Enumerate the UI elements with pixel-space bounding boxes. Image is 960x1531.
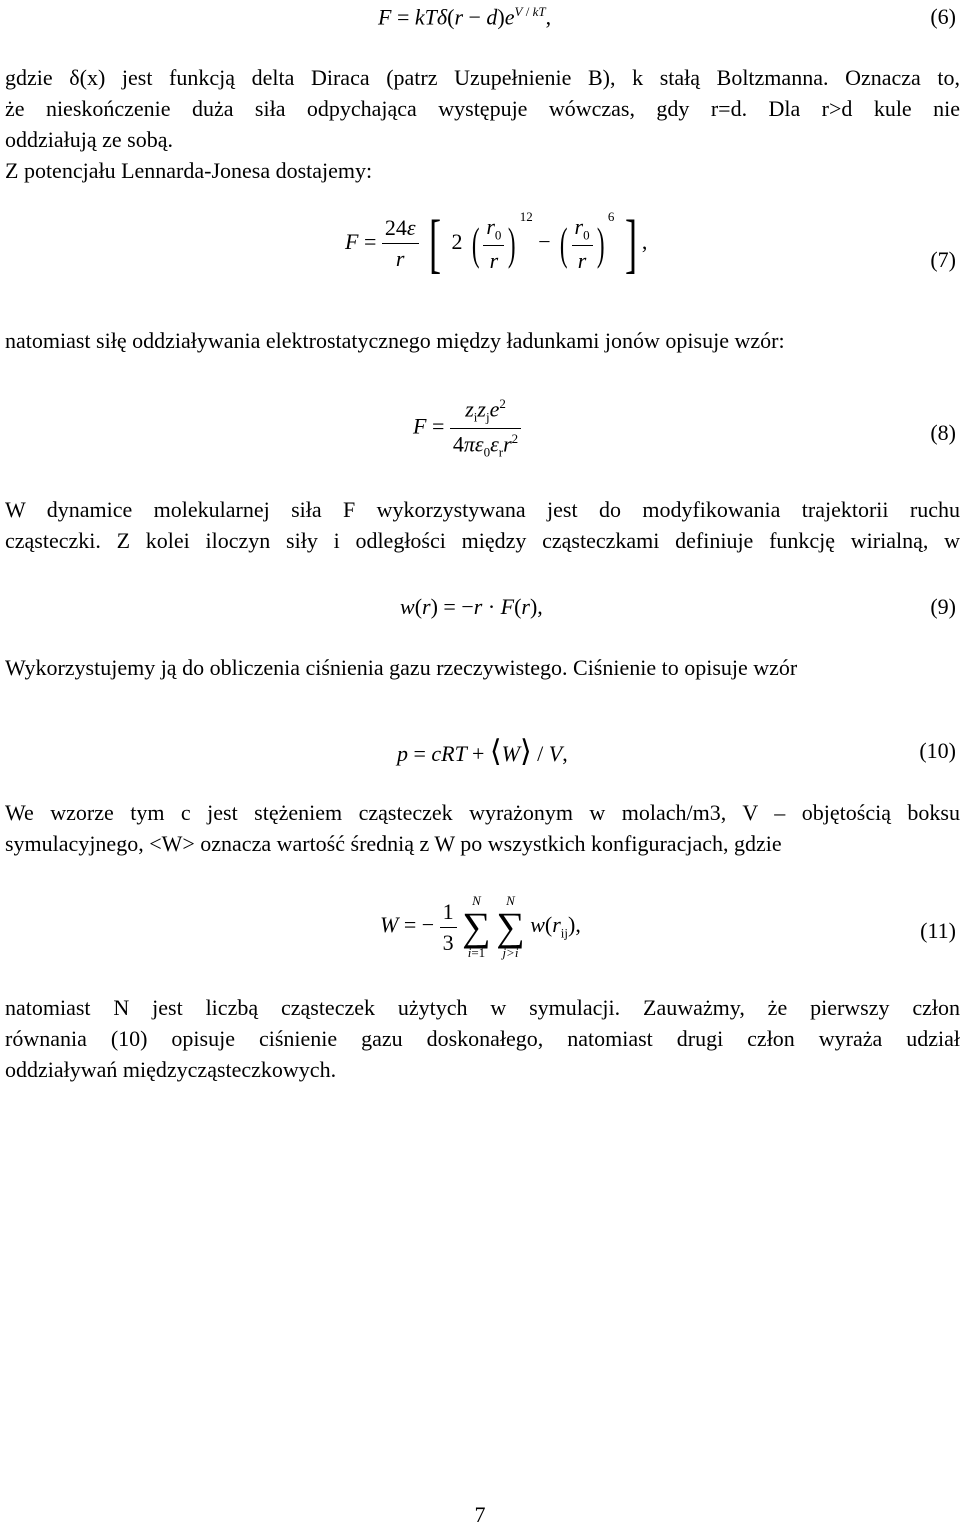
equation-8 <box>0 392 960 472</box>
equation-7-number: (7) <box>930 247 956 272</box>
paragraph-3-line-2: cząsteczki. Z kolei iloczyn siły i odległości między cząsteczkami definiuje funkcję wirialną, w <box>5 528 960 553</box>
paragraph-4-line-1: Wykorzystujemy ją do obliczenia ciśnienia gazu rzeczywistego. Ciśnienie to opisuje wzór <box>5 655 798 680</box>
page-number: 7 <box>474 1502 486 1527</box>
equation-8-number: (8) <box>930 420 956 445</box>
paragraph-1 <box>5 62 960 186</box>
paragraph-5-line-1: We wzorze tym c jest stężeniem cząsteczek wyrażonym w molach/m3, V – objętością boksu <box>5 800 960 825</box>
equation-7-formula: F = $\frac{24\varepsilon}{r}$ [ 2 ( $\frac{r_0}{r}$ )$^{12}$ − ( $\frac{r_0}{r}$ )$^6$ ] , <box>345 206 648 280</box>
paragraph-1-line-4: Z potencjału Lennarda-Jonesa dostajemy: <box>5 158 373 183</box>
paragraph-3-line-1: W dynamice molekularnej siła F wykorzystywana jest do modyfikowania trajektorii ruchu <box>5 497 960 522</box>
paragraph-5 <box>5 797 960 859</box>
equation-10-formula: p = cRT + ⟨W⟩ / V, <box>397 735 568 768</box>
paragraph-1-line-3: oddziałują ze sobą. <box>5 127 173 152</box>
paragraph-6-line-3: oddziaływań międzycząsteczkowych. <box>5 1057 337 1082</box>
paragraph-5-line-2: symulacyjnego, <W> oznacza wartość średnią z W po wszystkich konfiguracjach, gdzie <box>5 831 782 856</box>
paragraph-6-line-1: natomiast N jest liczbą cząsteczek użytych w symulacji. Zauważmy, że pierwszy człon <box>5 995 960 1020</box>
equation-9-formula: w(r) = −r · F(r), <box>400 594 543 619</box>
equation-7 <box>0 205 960 305</box>
paragraph-1-line-2: że nieskończenie duża siła odpychająca występuje wówczas, gdy r=d. Dla r>d kule nie <box>5 96 960 121</box>
equation-11 <box>0 892 960 972</box>
equation-9 <box>0 590 960 630</box>
equation-11-number: (11) <box>920 918 956 943</box>
equation-6-formula: $F = kT\delta(r - d)e^{V / kT}$, <box>378 4 552 30</box>
equation-6 <box>0 0 960 36</box>
equation-9-number: (9) <box>930 594 956 619</box>
paragraph-2-line-1: natomiast siłę oddziaływania elektrostatycznego między ładunkami jonów opisuje wzór: <box>5 328 785 353</box>
paragraph-2 <box>5 325 960 356</box>
equation-11-formula: W = − $\frac{1}{3}$ N ∑ i=1 N ∑ j>i $w(r_{ij})$, <box>380 893 581 960</box>
paragraph-6-line-2: równania (10) opisuje ciśnienie gazu doskonałego, natomiast drugi człon wyraża udział <box>5 1026 960 1051</box>
equation-6-number: (6) <box>930 4 956 29</box>
paragraph-6 <box>5 992 960 1085</box>
equation-10 <box>0 730 960 770</box>
paragraph-3 <box>5 494 960 556</box>
equation-8-formula: F = $\frac{z_iz_je^2}{4\pi\varepsilon_0\varepsilon_rr^2}$ <box>413 396 521 460</box>
paragraph-1-line-1: gdzie δ(x) jest funkcją delta Diraca (patrz Uzupełnienie B), k stałą Boltzmanna. Oznacza to, <box>5 65 960 90</box>
paragraph-4 <box>5 652 960 683</box>
equation-10-number: (10) <box>919 738 956 763</box>
